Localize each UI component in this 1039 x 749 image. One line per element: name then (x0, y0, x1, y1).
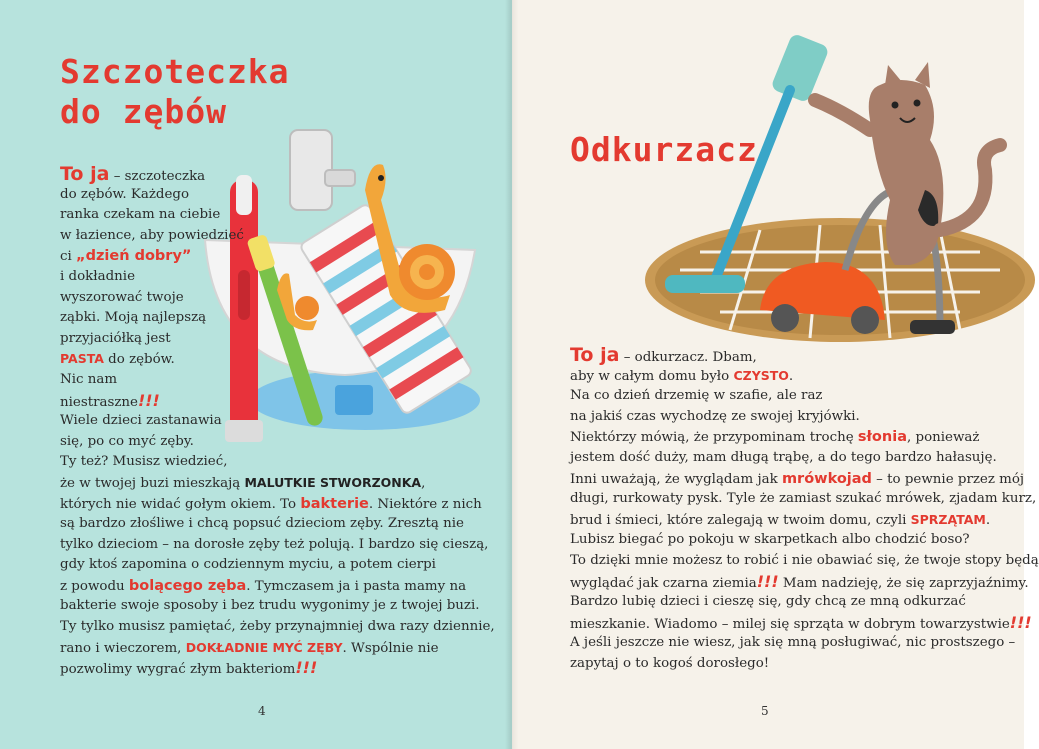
emphasis-text: !!! (137, 390, 160, 410)
text-run: się, po co myć zęby. (60, 433, 194, 449)
text-run: do zębów. Każdego (60, 186, 190, 202)
text-run: – szczoteczka (109, 169, 206, 184)
text-run: których nie widać gołym okiem. To (60, 496, 301, 512)
vacuum-cleaner-illustration (640, 30, 1020, 360)
page-number: 4 (258, 704, 266, 718)
title-line: Odkurzacz (570, 130, 758, 169)
text-run: Wiele dzieci zastanawia (60, 413, 222, 429)
emphasis-text: To ja (60, 163, 110, 185)
emphasis-text: bakterie (300, 495, 369, 512)
text-line (60, 658, 495, 679)
text-run: na jakiś czas wychodzę ze swojej kryjówki. (570, 408, 860, 424)
text-run: Bardzo lubię dzieci i cieszę się, gdy chcą ze mną odkurzać (570, 594, 966, 610)
text-line (570, 572, 1039, 593)
text-line (60, 452, 495, 473)
text-line (570, 551, 1039, 572)
text-line (60, 370, 495, 391)
text-line (60, 349, 495, 370)
text-line (60, 555, 495, 576)
text-run: z powodu (60, 578, 129, 594)
text-line (570, 386, 1039, 407)
text-run: niestraszne (60, 394, 138, 410)
text-line (570, 469, 1039, 490)
text-line (570, 633, 1039, 654)
text-run: , ponieważ (906, 430, 980, 446)
text-line (60, 391, 495, 412)
text-run: gdy ktoś zapomina o codziennym myciu, a potem cierpi (60, 557, 436, 573)
text-run: To dzięki mnie możesz to robić i nie obawiać się, że twoje stopy będą (570, 552, 1039, 568)
text-run: aby w całym domu było (570, 368, 734, 384)
text-run: do zębów. (103, 352, 175, 368)
text-run: długi, rurkowaty pysk. Tyle że zamiast szukać mrówek, zjadam kurz, (570, 491, 1037, 507)
text-line (60, 308, 495, 329)
text-line (60, 638, 495, 659)
text-line (570, 613, 1039, 634)
text-line (570, 489, 1039, 510)
text-run: jestem dość duży, mam długą trąbę, a do tego bardzo hałasuję. (570, 449, 997, 465)
book-spine (505, 0, 519, 749)
page-number: 5 (761, 704, 769, 718)
text-run: . Niektóre z nich (368, 496, 482, 512)
emphasis-text: !!! (1009, 612, 1032, 632)
text-run: pozwolimy wygrać złym bakteriom (60, 662, 296, 678)
text-run: Lubisz biegać po pokoju w skarpetkach albo chodzić boso? (570, 532, 970, 548)
text-run: Ty tylko musisz pamiętać, żeby przynajmniej dwa razy dziennie, (60, 619, 495, 635)
text-line (60, 473, 495, 494)
text-run: – odkurzacz. Dbam, (619, 350, 757, 365)
text-run: ząbki. Moją najlepszą (60, 310, 207, 326)
text-run: ci (60, 249, 77, 265)
emphasis-text: słonia (857, 429, 907, 446)
text-run: , (421, 475, 426, 491)
text-line (60, 267, 495, 288)
text-run: wyglądać jak czarna ziemia (570, 575, 757, 591)
text-line (60, 494, 495, 515)
text-run: . (788, 368, 794, 384)
text-run: – to pewnie przez mój (871, 471, 1025, 487)
text-run: Mam nadzieję, że się zaprzyjaźnimy. (778, 575, 1029, 591)
text-run: wyszorować twoje (60, 289, 184, 305)
text-line (570, 427, 1039, 448)
text-line (570, 448, 1039, 469)
emphasis-text: PASTA (60, 351, 104, 367)
text-run: tylko dzieciom – na dorosłe zęby też polują. I bardzo się cieszą, (60, 536, 489, 552)
left-body-text (60, 164, 495, 679)
title-line: Szczoteczka (60, 52, 290, 91)
text-line (60, 329, 495, 350)
text-run: są bardzo złośliwe i chcą popsuć dzieciom zęby. Zresztą nie (60, 516, 464, 532)
text-run: i dokładnie (60, 268, 136, 284)
emphasis-text: DOKŁADNIE MYĆ ZĘBY (185, 639, 343, 655)
text-run: A jeśli jeszcze nie wiesz, jak się mną posługiwać, nic prostszego – (570, 635, 1016, 651)
emphasis-text: SPRZĄTAM (910, 511, 986, 527)
emphasis-text: CZYSTO (733, 367, 789, 383)
text-line (570, 654, 1039, 675)
text-line (60, 617, 495, 638)
text-line (60, 185, 495, 206)
text-line (570, 530, 1039, 551)
text-line (60, 596, 495, 617)
text-run: brud i śmieci, które zalegają w twoim domu, czyli (570, 512, 911, 528)
text-line (570, 407, 1039, 428)
emphasis-text: !!! (295, 658, 318, 678)
text-run: mieszkanie. Wiadomo – milej się sprząta w dobrym towarzystwie (570, 616, 1010, 632)
text-line (570, 345, 1039, 366)
text-run: . Wspólnie nie (342, 640, 439, 656)
text-line (570, 592, 1039, 613)
text-run: Nic nam (60, 371, 118, 387)
text-run: Inni uważają, że wyglądam jak (570, 471, 782, 487)
text-line (60, 205, 495, 226)
text-line (60, 535, 495, 556)
text-run: rano i wieczorem, (60, 640, 186, 656)
emphasis-text: „dzień dobry” (76, 248, 192, 265)
title-line: do zębów (60, 92, 227, 131)
text-run: że w twojej buzi mieszkają (60, 475, 245, 491)
text-run: bakterie swoje sposoby i bez trudu wygonimy je z twojej buzi. (60, 598, 480, 614)
text-run: Niektórzy mówią, że przypominam trochę (570, 430, 858, 446)
text-line (60, 164, 495, 185)
text-run: ranka czekam na ciebie (60, 207, 221, 223)
text-line (60, 432, 495, 453)
emphasis-text: mrówkojad (781, 470, 872, 487)
emphasis-text: To ja (570, 344, 620, 366)
text-run: zapytaj o to kogoś dorosłego! (570, 655, 770, 671)
emphasis-text: bolącego zęba (128, 577, 247, 594)
text-run: Ty też? Musisz wiedzieć, (60, 454, 228, 470)
text-line (60, 246, 495, 267)
text-run: . (985, 512, 991, 528)
text-line (60, 576, 495, 597)
text-line (570, 366, 1039, 387)
text-line (60, 226, 495, 247)
left-page (0, 0, 512, 749)
emphasis-text: !!! (756, 571, 779, 591)
text-run: w łazience, aby powiedzieć (60, 227, 244, 243)
text-run: . Tymczasem ja i pasta mamy na (246, 578, 467, 594)
text-line (60, 288, 495, 309)
text-line (60, 411, 495, 432)
text-run: przyjaciółką jest (60, 330, 171, 346)
right-body-text (570, 345, 1039, 675)
text-run: Na co dzień drzemię w szafie, ale raz (570, 388, 823, 404)
text-line (570, 510, 1039, 531)
emphasis-text: MALUTKIE STWORZONKA (244, 474, 422, 490)
text-line (60, 514, 495, 535)
